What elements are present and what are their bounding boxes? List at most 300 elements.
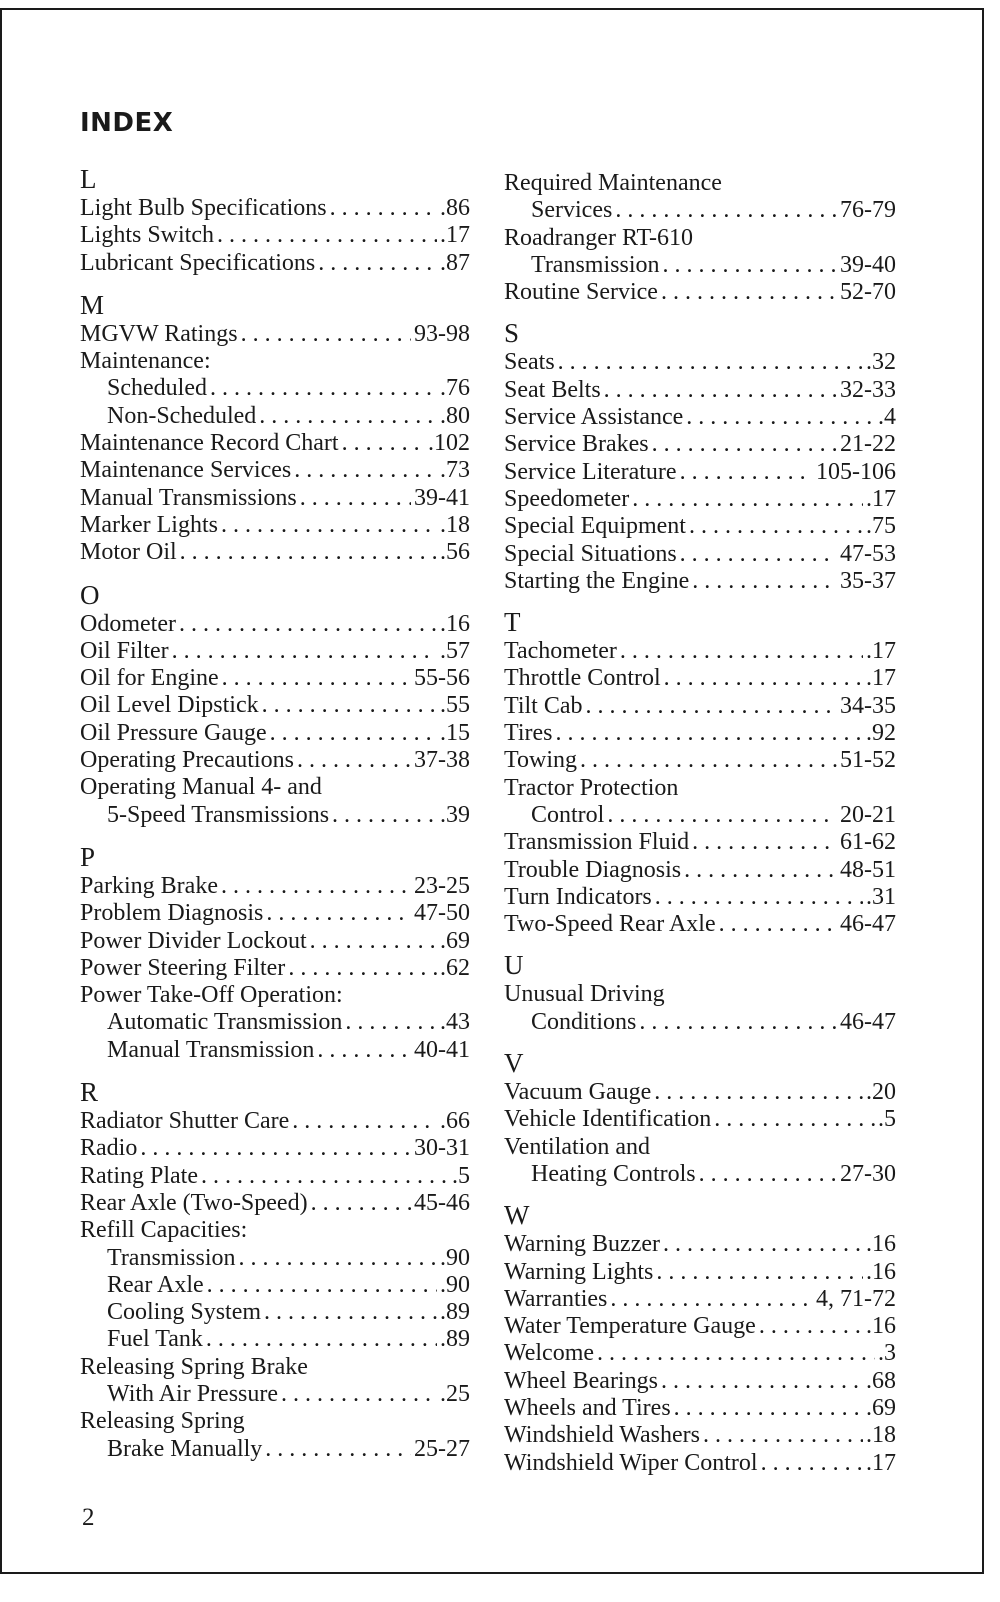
index-entry — [504, 775, 896, 802]
dot-leader — [217, 222, 437, 249]
dot-leader — [632, 486, 863, 513]
entry-label: Cooling System — [107, 1299, 262, 1326]
entry-page-ref: .3 — [878, 1340, 896, 1367]
index-entry — [504, 170, 896, 197]
entry-page-ref: .5 — [878, 1106, 896, 1133]
index-entry — [80, 321, 470, 348]
index-entry — [80, 430, 470, 457]
entry-page-ref: .17 — [866, 485, 896, 512]
index-entry — [80, 928, 470, 955]
entry-label: Tachometer — [504, 638, 617, 665]
entry-label: Radio — [80, 1135, 138, 1162]
dot-leader — [292, 1108, 437, 1135]
index-entry — [504, 225, 896, 252]
index-entry — [80, 1190, 470, 1217]
entry-label: Conditions — [531, 1008, 637, 1035]
index-entry — [80, 539, 470, 566]
dot-leader — [661, 279, 837, 306]
entry-label: Releasing Spring Brake — [80, 1353, 308, 1380]
index-entry — [80, 403, 470, 430]
index-entry — [504, 486, 896, 513]
dot-leader — [345, 1009, 437, 1036]
entry-label: Speedometer — [504, 485, 630, 512]
entry-label: Lights Switch — [80, 222, 215, 249]
dot-leader — [266, 900, 411, 927]
section-letter: R — [80, 1077, 99, 1108]
dot-leader — [585, 693, 837, 720]
entry-page-ref: .39 — [440, 801, 470, 828]
dot-leader — [281, 1381, 437, 1408]
dot-leader — [241, 321, 411, 348]
entry-label: Oil Filter — [80, 637, 169, 664]
entry-page-ref: 93-98 — [414, 320, 470, 347]
entry-page-ref: 47-53 — [840, 540, 896, 567]
index-entry — [504, 720, 896, 747]
entry-page-ref: .69 — [866, 1394, 896, 1421]
index-entry — [80, 638, 470, 665]
entry-page-ref: 25-27 — [414, 1435, 470, 1462]
entry-label: Special Equipment — [504, 513, 686, 540]
entry-page-ref: 40-41 — [414, 1036, 470, 1063]
entry-page-ref: 21-22 — [840, 431, 896, 458]
entry-label: Tires — [504, 720, 553, 747]
dot-leader — [652, 431, 837, 458]
entry-page-ref: 37-38 — [414, 747, 470, 774]
dot-leader — [318, 250, 437, 277]
entry-page-ref: .89 — [440, 1299, 470, 1326]
index-entry — [504, 252, 896, 279]
dot-leader — [615, 197, 837, 224]
index-entry — [504, 459, 896, 486]
dot-leader — [689, 513, 863, 540]
entry-page-ref: .62 — [440, 954, 470, 981]
entry-label: With Air Pressure — [107, 1380, 279, 1407]
entry-label: Windshield Washers — [504, 1422, 700, 1449]
dot-leader — [288, 955, 437, 982]
index-entry — [504, 1009, 896, 1036]
dot-leader — [639, 1009, 837, 1036]
entry-page-ref: 35-37 — [840, 567, 896, 594]
entry-page-ref: .16 — [866, 1258, 896, 1285]
dot-leader — [686, 404, 875, 431]
dot-leader — [661, 1368, 863, 1395]
index-entry — [80, 873, 470, 900]
entry-label: Rear Axle (Two-Speed) — [80, 1189, 308, 1216]
entry-label: Maintenance Record Chart — [80, 430, 339, 457]
entry-label: Warning Buzzer — [504, 1231, 660, 1258]
entry-label: Operating Precautions — [80, 747, 294, 774]
index-section — [80, 164, 470, 277]
entry-page-ref: 48-51 — [840, 856, 896, 883]
index-entry — [80, 348, 470, 375]
index-entry — [504, 857, 896, 884]
dot-leader — [259, 403, 437, 430]
entry-page-ref: .15 — [440, 719, 470, 746]
dot-leader — [221, 512, 437, 539]
index-entry — [80, 1108, 470, 1135]
entry-page-ref: 39-40 — [840, 251, 896, 278]
dot-leader — [680, 459, 813, 486]
index-entry — [80, 1354, 470, 1381]
index-entry — [80, 1217, 470, 1244]
entry-page-ref: .90 — [440, 1244, 470, 1271]
entry-page-ref: .16 — [440, 610, 470, 637]
dot-leader — [330, 195, 437, 222]
entry-label: Rear Axle — [107, 1271, 204, 1298]
index-entry — [504, 829, 896, 856]
entry-page-ref: 20-21 — [840, 801, 896, 828]
entry-label: Odometer — [80, 610, 176, 637]
index-entry — [80, 1326, 470, 1353]
index-entry — [504, 1368, 896, 1395]
dot-leader — [342, 430, 425, 457]
dot-leader — [140, 1135, 411, 1162]
dot-leader — [179, 611, 437, 638]
index-entry — [504, 541, 896, 568]
dot-leader — [607, 802, 837, 829]
entry-label: Control — [531, 801, 605, 828]
index-entry — [80, 1163, 470, 1190]
entry-label: Required Maintenance — [504, 170, 722, 196]
entry-page-ref: 52-70 — [840, 279, 896, 306]
section-letter: O — [80, 579, 100, 610]
entry-label: Manual Transmissions — [80, 484, 297, 511]
section-letter: T — [504, 607, 521, 638]
dot-leader — [662, 252, 837, 279]
index-entry — [80, 665, 470, 692]
entry-label: Warning Lights — [504, 1258, 654, 1285]
entry-page-ref: .75 — [866, 513, 896, 540]
entry-page-ref: 27-30 — [840, 1160, 896, 1187]
entry-label: Light Bulb Specifications — [80, 195, 327, 221]
entry-page-ref: 47-50 — [414, 900, 470, 927]
index-section — [504, 1048, 896, 1188]
entry-page-ref: 32-33 — [840, 376, 896, 403]
dot-leader — [558, 349, 863, 376]
entry-label: 5-Speed Transmissions — [107, 801, 330, 828]
entry-page-ref: 4, 71-72 — [816, 1285, 896, 1312]
entry-label: Water Temperature Gauge — [504, 1313, 756, 1340]
entry-label: Oil Pressure Gauge — [80, 719, 267, 746]
dot-leader — [297, 747, 411, 774]
index-entry — [504, 404, 896, 431]
entry-label: Routine Service — [504, 279, 658, 306]
entry-page-ref: 76-79 — [840, 197, 896, 224]
index-entry — [80, 1299, 470, 1326]
entry-page-ref: .17 — [866, 665, 896, 692]
index-entry — [80, 802, 470, 829]
entry-label: Windshield Wiper Control — [504, 1449, 758, 1476]
dot-leader — [300, 485, 411, 512]
entry-label: Scheduled — [107, 375, 207, 402]
index-entry — [80, 512, 470, 539]
dot-leader — [180, 539, 437, 566]
entry-page-ref: .4 — [878, 404, 896, 431]
index-entry — [504, 377, 896, 404]
entry-page-ref: .66 — [440, 1108, 470, 1135]
index-entry — [504, 197, 896, 224]
index-entry — [80, 1245, 470, 1272]
entry-label: Vehicle Identification — [504, 1106, 712, 1133]
entry-label: Maintenance Services — [80, 457, 292, 484]
entry-label: Brake Manually — [107, 1435, 263, 1462]
index-section — [504, 950, 896, 1036]
index-entry — [504, 1395, 896, 1422]
entry-label: Heating Controls — [531, 1160, 696, 1187]
entry-page-ref: 46-47 — [840, 911, 896, 938]
entry-label: Two-Speed Rear Axle — [504, 911, 716, 938]
section-letter: P — [80, 841, 96, 872]
entry-page-ref: .20 — [866, 1079, 896, 1106]
index-entry — [80, 1037, 470, 1064]
index-entry — [80, 692, 470, 719]
index-entry — [504, 1231, 896, 1258]
dot-leader — [262, 692, 437, 719]
index-entry — [504, 638, 896, 665]
entry-page-ref: .17 — [866, 1449, 896, 1476]
index-entry — [80, 1408, 470, 1435]
entry-label: Operating Manual 4- and — [80, 774, 322, 801]
entry-page-ref: 30-31 — [414, 1135, 470, 1162]
dot-leader — [172, 638, 437, 665]
dot-leader — [759, 1313, 863, 1340]
dot-leader — [311, 1190, 411, 1217]
dot-leader — [714, 1106, 875, 1133]
entry-label: Services — [531, 197, 613, 224]
dot-leader — [597, 1340, 875, 1367]
section-letter: S — [504, 318, 520, 349]
index-entry — [504, 568, 896, 595]
entry-label: Rating Plate — [80, 1162, 198, 1189]
entry-label: Special Situations — [504, 540, 677, 567]
entry-page-ref: .89 — [440, 1326, 470, 1353]
entry-page-ref: .55 — [440, 692, 470, 719]
dot-leader — [655, 884, 863, 911]
entry-page-ref: .80 — [440, 402, 470, 429]
dot-leader — [684, 857, 837, 884]
entry-label: Lubricant Specifications — [80, 249, 316, 276]
entry-label: Throttle Control — [504, 665, 661, 692]
index-entry — [504, 693, 896, 720]
entry-label: Service Literature — [504, 458, 677, 485]
entry-label: Wheels and Tires — [504, 1394, 671, 1421]
index-entry — [80, 250, 470, 277]
section-letter: W — [504, 1200, 530, 1231]
entry-label: Welcome — [504, 1340, 595, 1367]
entry-page-ref: 39-41 — [414, 484, 470, 511]
entry-label: Vacuum Gauge — [504, 1079, 652, 1106]
dot-leader — [761, 1450, 863, 1477]
entry-label: Power Steering Filter — [80, 954, 286, 981]
entry-label: Turn Indicators — [504, 883, 652, 910]
index-entry — [504, 1161, 896, 1188]
entry-page-ref: .18 — [440, 511, 470, 538]
dot-leader — [656, 1259, 863, 1286]
index-entry — [504, 1450, 896, 1477]
entry-label: Seat Belts — [504, 376, 601, 403]
dot-leader — [264, 1299, 437, 1326]
dot-leader — [310, 928, 437, 955]
section-letter: L — [80, 164, 97, 194]
entry-label: Transmission Fluid — [504, 829, 690, 856]
entry-label: Oil Level Dipstick — [80, 692, 259, 719]
index-entry — [504, 1422, 896, 1449]
dot-leader — [692, 568, 837, 595]
dot-leader — [719, 911, 837, 938]
dot-leader — [620, 638, 863, 665]
entry-page-ref: 34-35 — [840, 692, 896, 719]
index-section — [80, 580, 470, 829]
entry-label: Marker Lights — [80, 511, 218, 538]
entry-label: Warranties — [504, 1285, 608, 1312]
entry-page-ref: .56 — [440, 539, 470, 566]
entry-page-ref: 105-106 — [816, 458, 896, 485]
entry-label: Oil for Engine — [80, 665, 219, 692]
section-letter: M — [80, 289, 105, 320]
index-entry — [80, 1436, 470, 1463]
index-section — [504, 607, 896, 938]
entry-label: Parking Brake — [80, 872, 218, 899]
index-entry — [80, 195, 470, 222]
dot-leader — [332, 802, 437, 829]
index-section — [80, 290, 470, 567]
index-entry — [504, 513, 896, 540]
entry-page-ref: .16 — [866, 1313, 896, 1340]
entry-page-ref: .32 — [866, 349, 896, 376]
entry-label: Automatic Transmission — [107, 1009, 343, 1036]
entry-label: Ventilation and — [504, 1133, 650, 1160]
index-entry — [504, 884, 896, 911]
index-entry — [80, 1009, 470, 1036]
entry-page-ref: .86 — [440, 195, 470, 221]
entry-page-ref: .76 — [440, 375, 470, 402]
entry-label: Maintenance: — [80, 348, 211, 375]
dot-leader — [210, 375, 437, 402]
index-entry — [80, 720, 470, 747]
entry-label: Tilt Cab — [504, 692, 583, 719]
entry-label: Service Assistance — [504, 404, 684, 431]
index-section — [504, 1200, 896, 1477]
entry-label: Releasing Spring — [80, 1408, 245, 1435]
entry-page-ref: .102 — [428, 430, 470, 457]
dot-leader — [201, 1163, 449, 1190]
index-entry — [504, 747, 896, 774]
dot-leader — [222, 665, 411, 692]
dot-leader — [610, 1286, 813, 1313]
dot-leader — [238, 1245, 437, 1272]
entry-label: Trouble Diagnosis — [504, 856, 682, 883]
page-title: INDEX — [80, 108, 174, 138]
index-entry — [80, 457, 470, 484]
index-entry — [504, 665, 896, 692]
page-number: 2 — [82, 1504, 95, 1531]
index-entry — [80, 485, 470, 512]
entry-label: MGVW Ratings — [80, 320, 238, 347]
entry-label: Refill Capacities: — [80, 1217, 248, 1244]
dot-leader — [294, 457, 437, 484]
entry-page-ref: .17 — [440, 222, 470, 249]
index-entry — [504, 1286, 896, 1313]
dot-leader — [221, 873, 411, 900]
entry-label: Starting the Engine — [504, 567, 690, 594]
entry-label: Tractor Protection — [504, 774, 679, 801]
entry-page-ref: .5 — [452, 1162, 470, 1189]
index-entry — [80, 747, 470, 774]
entry-page-ref: 46-47 — [840, 1008, 896, 1035]
dot-leader — [654, 1079, 863, 1106]
index-entry — [504, 431, 896, 458]
dot-leader — [699, 1161, 837, 1188]
dot-leader — [580, 747, 837, 774]
index-entry — [504, 1079, 896, 1106]
entry-label: Transmission — [531, 251, 660, 278]
dot-leader — [207, 1272, 437, 1299]
entry-page-ref: 51-52 — [840, 747, 896, 774]
dot-leader — [663, 1231, 863, 1258]
index-entry — [504, 802, 896, 829]
dot-leader — [664, 665, 863, 692]
entry-label: Power Take-Off Operation: — [80, 982, 343, 1009]
entry-label: Fuel Tank — [107, 1326, 203, 1353]
entry-label: Roadranger RT-610 — [504, 224, 693, 251]
index-section — [80, 1077, 470, 1463]
entry-page-ref: 45-46 — [414, 1189, 470, 1216]
entry-page-ref: .87 — [440, 249, 470, 276]
index-column-right — [504, 170, 896, 1477]
entry-label: Unusual Driving — [504, 981, 665, 1008]
entry-page-ref: 23-25 — [414, 872, 470, 899]
dot-leader — [317, 1037, 411, 1064]
dot-leader — [703, 1422, 863, 1449]
index-entry — [504, 349, 896, 376]
index-entry — [80, 982, 470, 1009]
index-entry — [80, 1135, 470, 1162]
entry-label: Wheel Bearings — [504, 1367, 658, 1394]
entry-page-ref: .92 — [866, 720, 896, 747]
entry-label: Non-Scheduled — [107, 402, 257, 429]
index-entry — [504, 911, 896, 938]
dot-leader — [680, 541, 837, 568]
entry-label: Problem Diagnosis — [80, 900, 264, 927]
entry-page-ref: 55-56 — [414, 665, 470, 692]
section-letter: U — [504, 950, 524, 981]
entry-label: Transmission — [107, 1244, 236, 1271]
index-entry — [504, 1340, 896, 1367]
index-entry — [504, 1134, 896, 1161]
entry-page-ref: .16 — [866, 1231, 896, 1258]
entry-page-ref: .25 — [440, 1380, 470, 1407]
index-entry — [80, 955, 470, 982]
entry-page-ref: 61-62 — [840, 829, 896, 856]
entry-page-ref: .90 — [440, 1271, 470, 1298]
index-entry — [80, 611, 470, 638]
dot-leader — [265, 1436, 411, 1463]
index-entry — [504, 1106, 896, 1133]
index-entry — [504, 1259, 896, 1286]
dot-leader — [555, 720, 863, 747]
entry-label: Radiator Shutter Care — [80, 1108, 290, 1135]
index-entry — [80, 1381, 470, 1408]
entry-label: Manual Transmission — [107, 1036, 315, 1063]
entry-label: Towing — [504, 747, 577, 774]
index-entry — [80, 1272, 470, 1299]
entry-page-ref: .69 — [440, 927, 470, 954]
index-entry — [504, 1313, 896, 1340]
entry-page-ref: .68 — [866, 1367, 896, 1394]
entry-label: Power Divider Lockout — [80, 927, 307, 954]
entry-page-ref: .57 — [440, 637, 470, 664]
entry-label: Service Brakes — [504, 431, 649, 458]
